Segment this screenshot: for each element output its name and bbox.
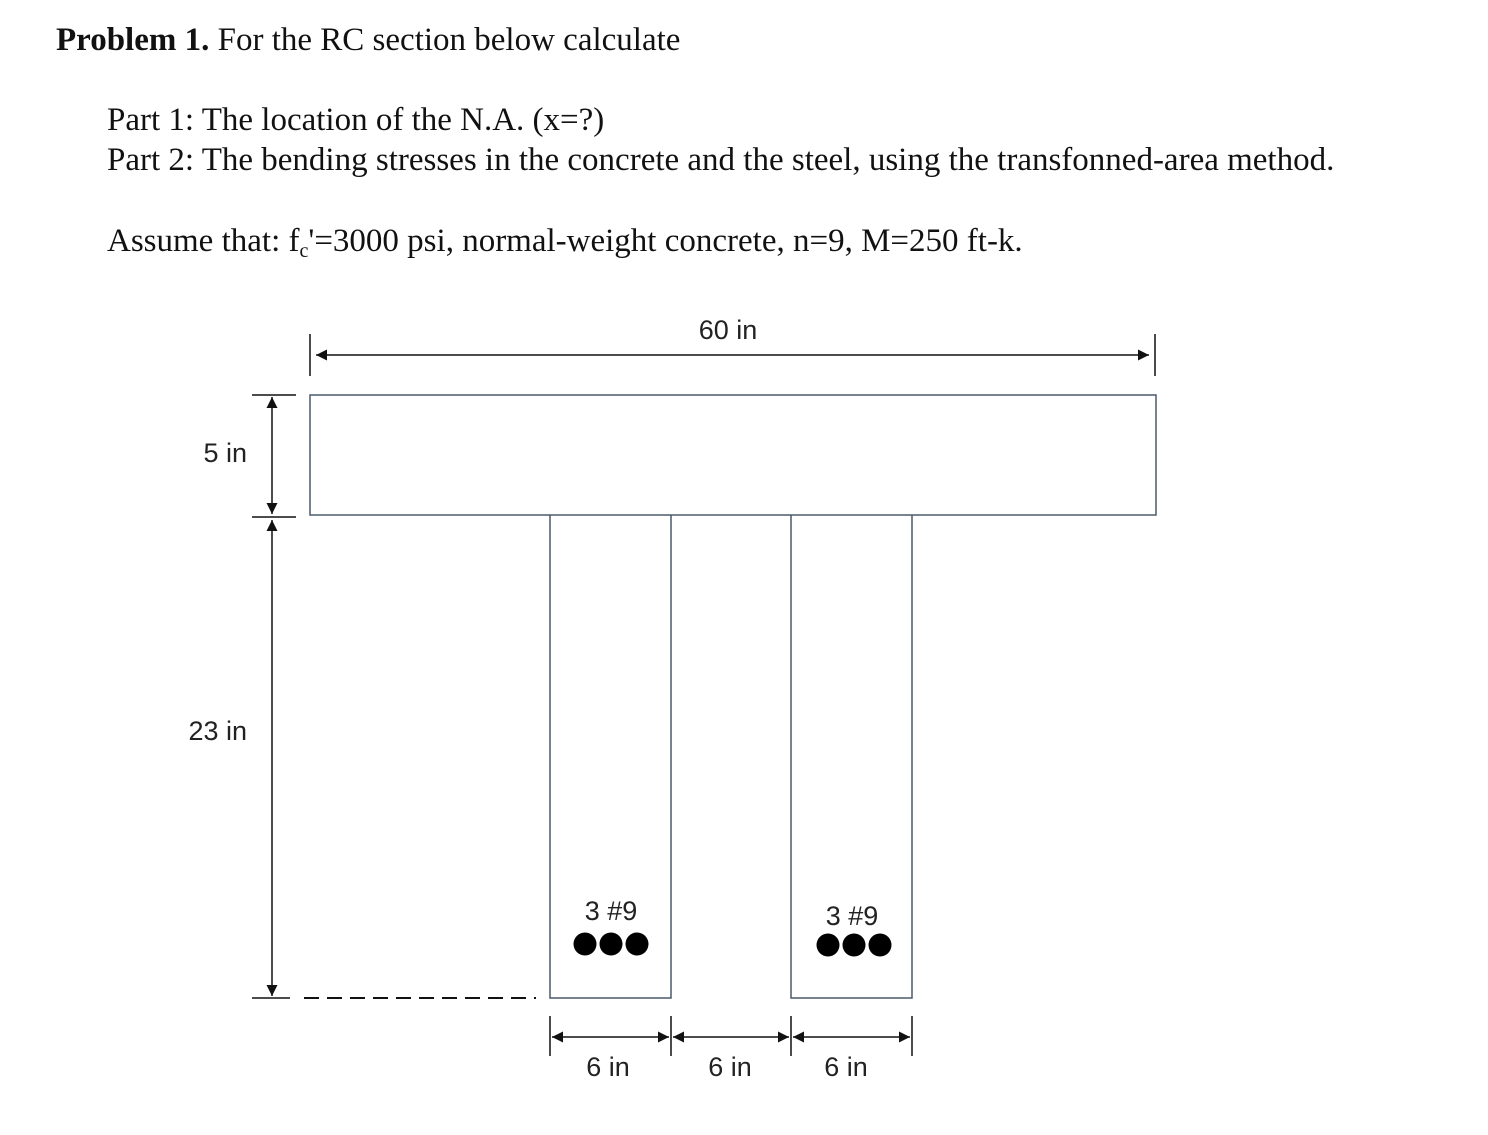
flange-rect: [310, 395, 1156, 515]
assumptions-suffix: '=3000 psi, normal-weight concrete, n=9, M=250 ft-k.: [308, 223, 1023, 259]
right-rebar-label: 3 #9: [825, 901, 879, 931]
left-rebar-1: [574, 933, 597, 956]
flange-thickness-label: 5 in: [203, 438, 247, 468]
flange-width-label: 60 in: [698, 315, 758, 345]
left-rebar-label: 3 #9: [584, 896, 638, 926]
left-web-width-label: 6 in: [586, 1052, 630, 1082]
part2-text: Part 2: The bending stresses in the concrete and the steel, using the transfonned-area method.: [107, 142, 1335, 178]
right-rebar-3: [869, 934, 892, 957]
gap-width-label: 6 in: [708, 1052, 752, 1082]
left-rebar-3: [626, 933, 649, 956]
problem-number: Problem 1.: [56, 22, 210, 58]
right-rebar-2: [843, 934, 866, 957]
left-rebar-2: [600, 933, 623, 956]
part1-text: Part 1: The location of the N.A. (x=?): [107, 102, 605, 138]
assumptions-subscript: c: [299, 240, 309, 262]
web-depth-label: 23 in: [188, 716, 247, 746]
problem-intro: For the RC section below calculate: [217, 22, 681, 58]
right-web-width-label: 6 in: [824, 1052, 868, 1082]
assumptions-prefix: Assume that: f: [107, 223, 300, 259]
right-rebar-1: [817, 934, 840, 957]
